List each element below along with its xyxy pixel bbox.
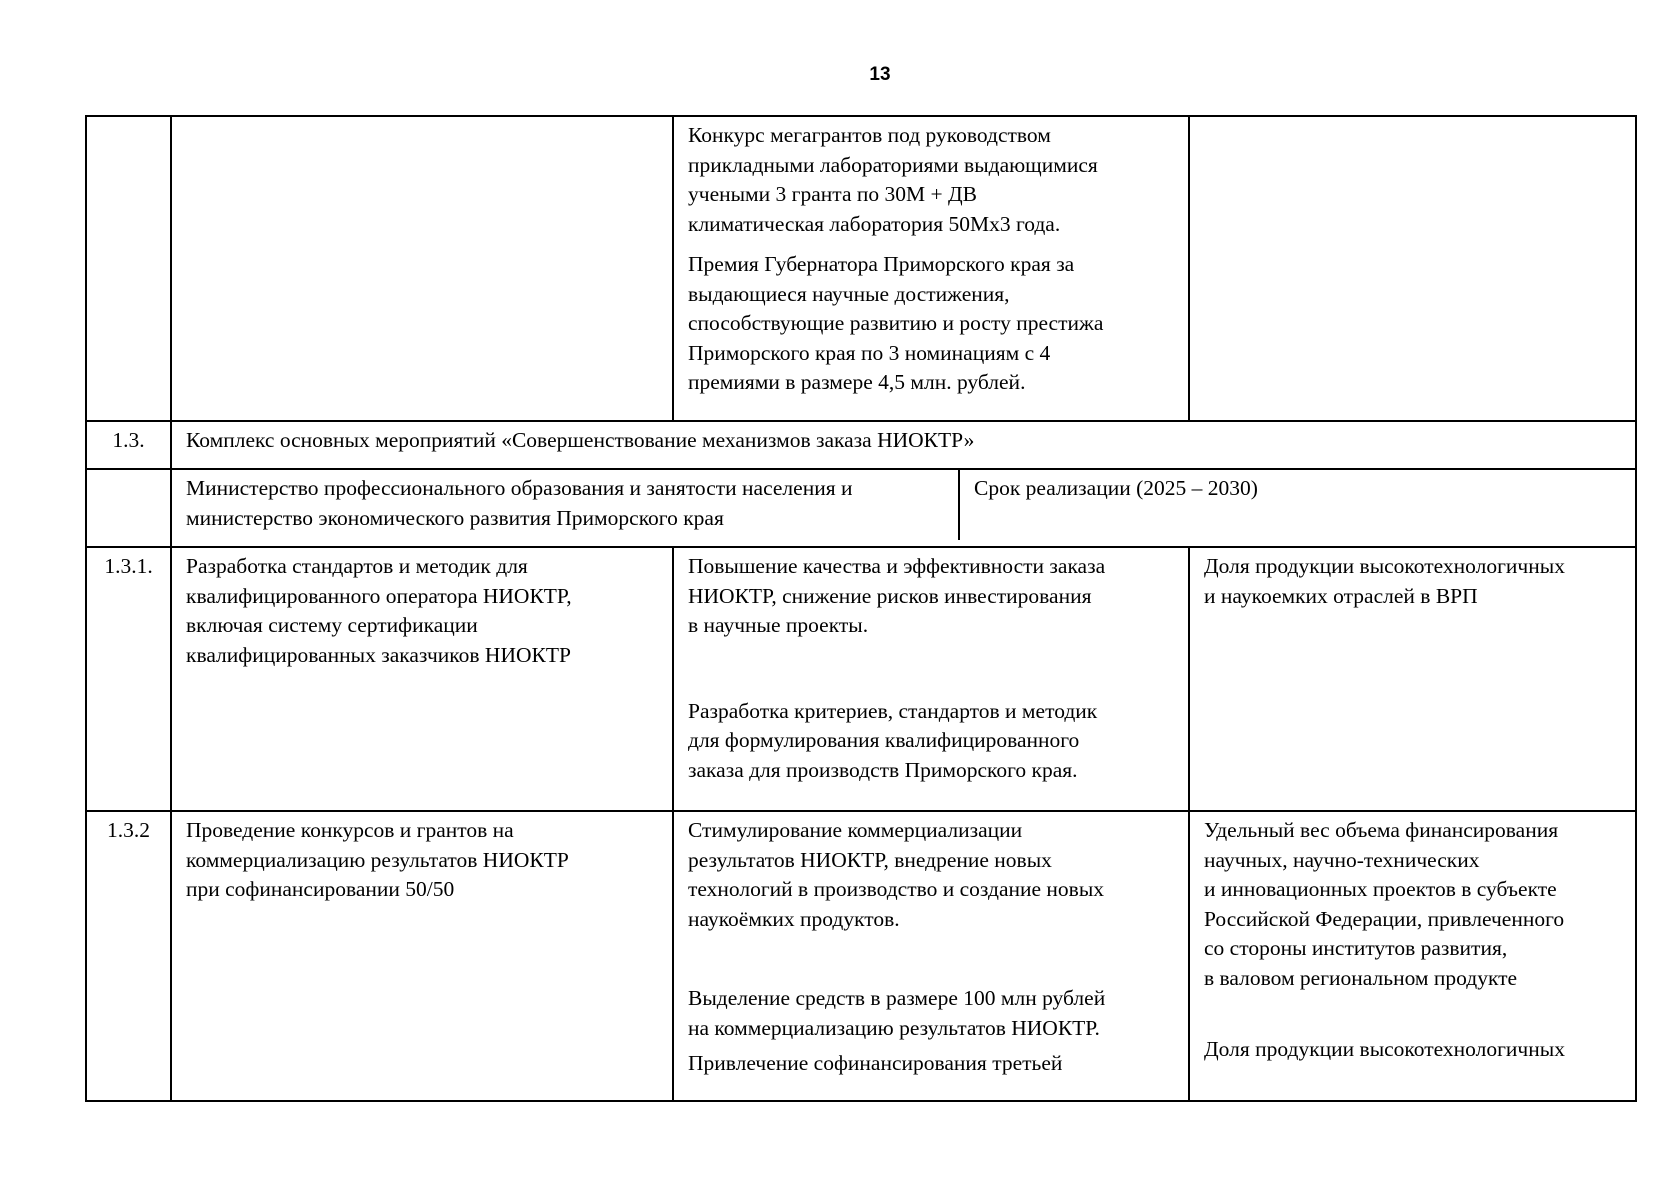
indicator-text: Доля продукции высокотехнологичных bbox=[1204, 1037, 1565, 1061]
measure-name-text: Проведение конкурсов и грантов на коммерциализацию результатов НИОКТР при софинансировании 50/50 bbox=[186, 818, 569, 901]
table-row bbox=[86, 421, 1636, 469]
table-row bbox=[86, 547, 1636, 811]
result-paragraph: Разработка критериев, стандартов и методик для формулирования квалифицированного заказа для производств Приморского края. bbox=[688, 698, 1098, 782]
results-cell bbox=[673, 547, 1189, 811]
measure-name-text: Разработка стандартов и методик для квалифицированного оператора НИОКТР, включая систему сертификации квалифицированных заказчиков НИОКТР bbox=[186, 554, 572, 667]
measure-name-cell bbox=[171, 116, 673, 421]
table-row bbox=[86, 469, 1636, 547]
result-paragraph: Премия Губернатора Приморского края за выдающиеся научные достижения, способствующие развитию и росту престижа Приморского края по 3 номинациям с 4 премиями в размере 4,5 млн. рублей. bbox=[688, 252, 1104, 394]
results-cell bbox=[673, 116, 1189, 421]
results-cell bbox=[673, 811, 1189, 1101]
result-paragraph: Выделение средств в размере 100 млн рублей на коммерциализацию результатов НИОКТР. bbox=[688, 986, 1106, 1040]
responsible-text: Министерство профессионального образования и занятости населения и министерство экономического развития Приморского края bbox=[186, 476, 853, 530]
table-row bbox=[86, 116, 1636, 421]
measures-table bbox=[85, 115, 1637, 1102]
table-row bbox=[86, 811, 1636, 1101]
measure-name-cell bbox=[171, 811, 673, 1101]
responsible-term-cell bbox=[171, 469, 1636, 547]
indicator-text: Доля продукции высокотехнологичных и наукоемких отраслей в ВРП bbox=[1204, 554, 1565, 608]
result-paragraph: Повышение качества и эффективности заказа НИОКТР, снижение рисков инвестирования в научные проекты. bbox=[688, 554, 1106, 637]
indicators-cell bbox=[1189, 811, 1636, 1101]
term-text: Срок реализации (2025 – 2030) bbox=[974, 476, 1258, 500]
page-number: 13 bbox=[869, 64, 891, 85]
responsible-term-split bbox=[172, 470, 1635, 540]
row-number-cell: 1.3. bbox=[86, 421, 171, 469]
row-number-cell bbox=[86, 116, 171, 421]
section-title-cell: Комплекс основных мероприятий «Совершенствование механизмов заказа НИОКТР» bbox=[171, 421, 1636, 469]
row-number-cell: 1.3.2 bbox=[86, 811, 171, 1101]
responsible-cell bbox=[172, 470, 959, 540]
row-number-cell: 1.3.1. bbox=[86, 547, 171, 811]
indicators-cell bbox=[1189, 116, 1636, 421]
measure-name-cell bbox=[171, 547, 673, 811]
term-cell bbox=[959, 470, 1635, 540]
result-paragraph: Стимулирование коммерциализации результатов НИОКТР, внедрение новых технологий в производство и создание новых наукоёмких продуктов. bbox=[688, 818, 1105, 931]
result-paragraph: Конкурс мегагрантов под руководством прикладными лабораториями выдающимися учеными 3 гранта по 30М + ДВ климатическая лаборатория 50Мх3 года. bbox=[688, 123, 1098, 236]
indicator-text: Удельный вес объема финансирования научных, научно-технических и инновационных проектов в субъекте Российской Федерации, привлеченного со стороны институтов развития, в валовом региональном продукте bbox=[1204, 818, 1565, 990]
result-paragraph: Привлечение софинансирования третьей bbox=[688, 1051, 1063, 1075]
indicators-cell bbox=[1189, 547, 1636, 811]
row-number-cell bbox=[86, 469, 171, 547]
